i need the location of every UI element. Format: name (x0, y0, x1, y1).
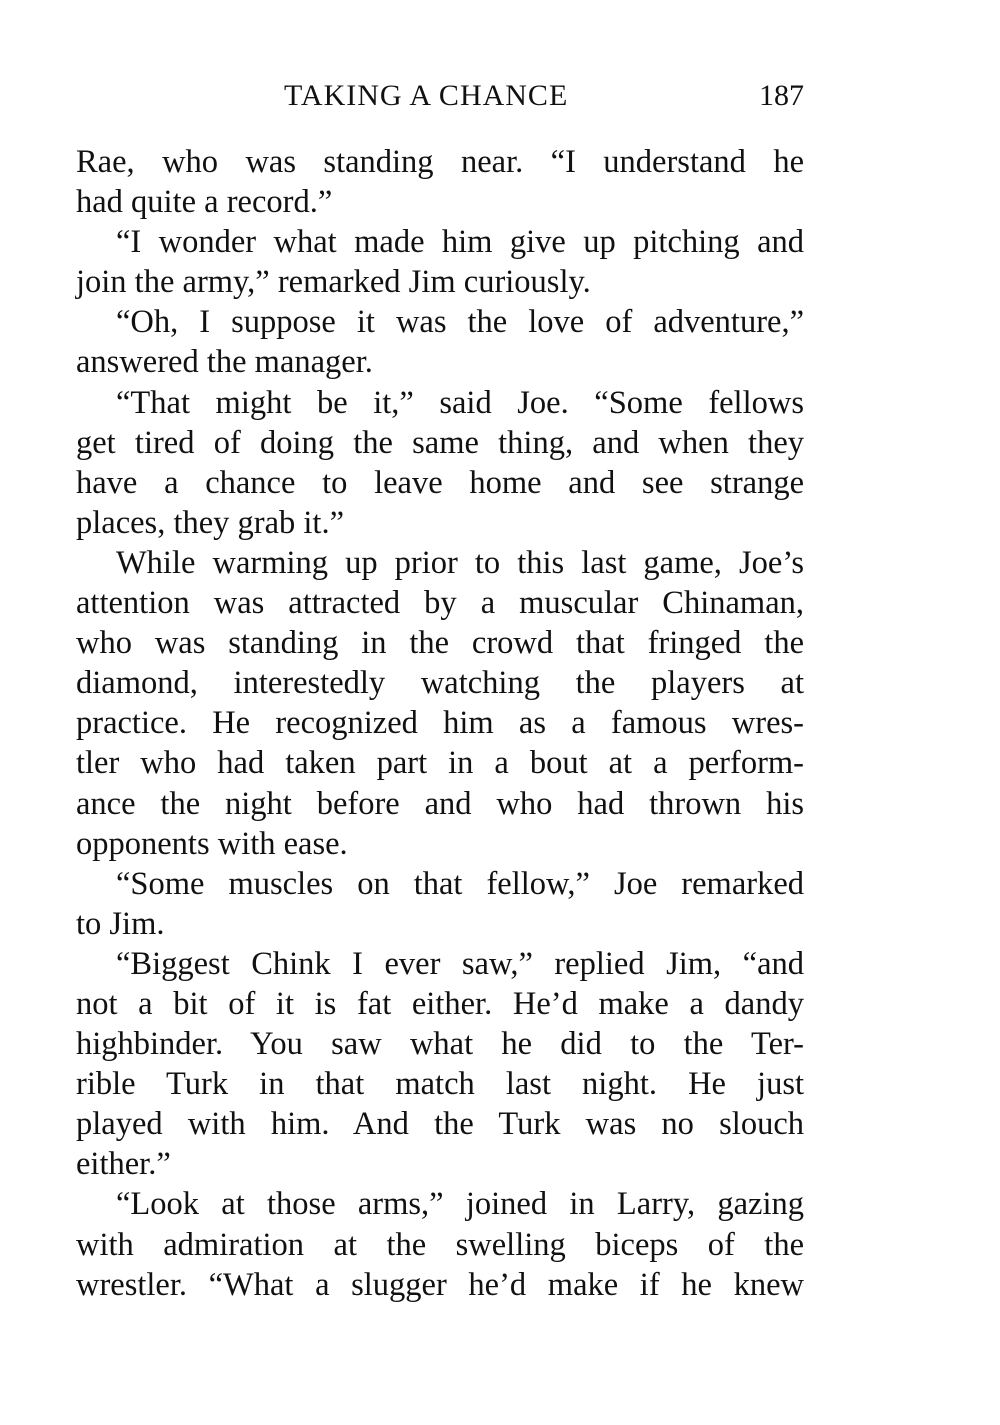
text-line: to Jim. (76, 905, 165, 942)
text-line: places, they grab it.” (76, 504, 345, 541)
text-line: tler who had taken part in a bout at a perform- (76, 745, 804, 782)
text-line: attention was attracted by a muscular Chinaman, (76, 585, 804, 622)
text-line: with admiration at the swelling biceps of the (76, 1226, 804, 1263)
text-line: “Oh, I suppose it was the love of adventure,” (116, 304, 804, 341)
text-line: join the army,” remarked Jim curiously. (76, 264, 591, 301)
text-line: not a bit of it is fat either. He’d make a dandy (76, 985, 804, 1022)
text-line: had quite a record.” (76, 184, 333, 221)
text-line: opponents with ease. (76, 825, 348, 862)
text-line: “Some muscles on that fellow,” Joe remarked (116, 865, 804, 902)
text-line: “Look at those arms,” joined in Larry, gazing (116, 1186, 804, 1223)
page-number: 187 (759, 79, 804, 112)
text-line: who was standing in the crowd that fringed the (76, 625, 804, 662)
text-line: rible Turk in that match last night. He just (76, 1066, 804, 1103)
text-line: wrestler. “What a slugger he’d make if he knew (76, 1266, 804, 1303)
text-line: either.” (76, 1146, 171, 1183)
text-line: “That might be it,” said Joe. “Some fellows (116, 384, 804, 421)
text-line: While warming up prior to this last game, Joe’s (116, 544, 804, 581)
running-head (76, 74, 804, 118)
text-line: “Biggest Chink I ever saw,” replied Jim, “and (116, 945, 804, 982)
text-line: highbinder. You saw what he did to the Ter- (76, 1026, 804, 1063)
body-text (76, 142, 804, 1305)
text-line: get tired of doing the same thing, and when they (76, 424, 804, 461)
text-line: have a chance to leave home and see strange (76, 464, 804, 501)
text-line: ance the night before and who had thrown his (76, 785, 804, 822)
text-line: practice. He recognized him as a famous wres- (76, 705, 804, 742)
text-line: “I wonder what made him give up pitching and (116, 224, 804, 261)
running-title: TAKING A CHANCE (284, 79, 569, 112)
text-line: Rae, who was standing near. “I understand he (76, 144, 804, 180)
text-line: diamond, interestedly watching the players at (76, 665, 804, 702)
text-line: played with him. And the Turk was no slouch (76, 1106, 804, 1143)
text-line: answered the manager. (76, 344, 373, 381)
